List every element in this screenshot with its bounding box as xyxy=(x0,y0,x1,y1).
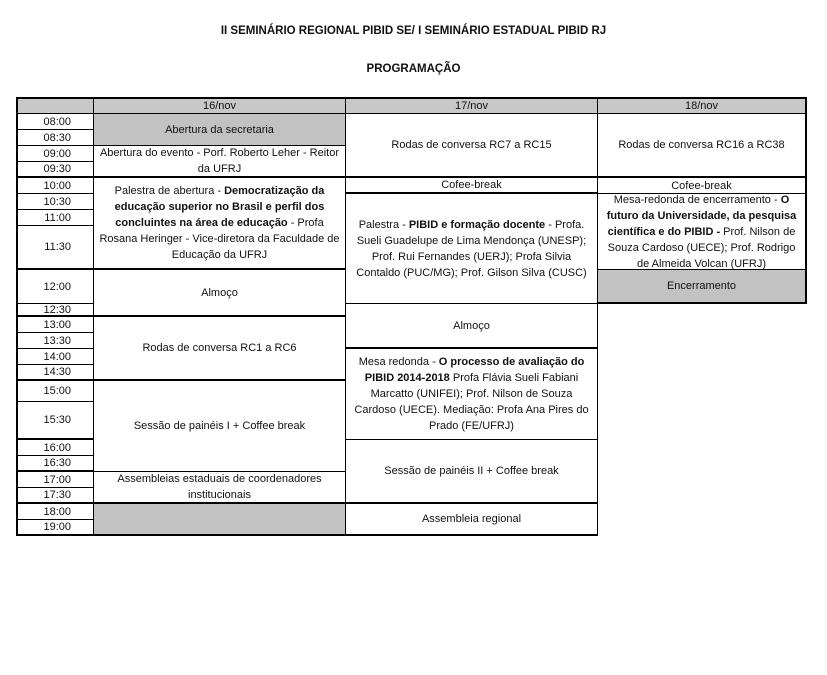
day-header-18: 18/nov xyxy=(597,97,807,114)
time-cell: 12:30 xyxy=(16,303,94,317)
day1-rodas-conversa: Rodas de conversa RC1 a RC6 xyxy=(93,316,346,381)
day1-almoco: Almoço xyxy=(93,269,346,317)
day2-coffee-break: Cofee-break xyxy=(345,177,598,194)
day1-abertura-secretaria: Abertura da secretaria xyxy=(93,113,346,146)
time-cell: 11:00 xyxy=(16,209,94,226)
day2-assembleia-regional: Assembleia regional xyxy=(345,503,598,536)
day3-coffee-break: Cofee-break xyxy=(597,177,807,194)
time-cell: 11:30 xyxy=(16,225,94,270)
day-header-16: 16/nov xyxy=(93,97,346,114)
day3-encerramento: Encerramento xyxy=(597,269,807,304)
day3-rodas-conversa: Rodas de conversa RC16 a RC38 xyxy=(597,113,807,178)
time-cell: 09:00 xyxy=(16,145,94,162)
time-cell: 09:30 xyxy=(16,161,94,178)
time-cell: 08:00 xyxy=(16,113,94,130)
day1-abertura-evento: Abertura do evento - Porf. Roberto Leher - Reitor da UFRJ xyxy=(93,145,346,178)
day2-mesa-redonda: Mesa redonda - O processo de avaliação do PIBID 2014-2018 Profa Flávia Sueli Fabiani Marcatto (UNIFEI); Prof. Nilson de Souza Cardoso (UECE). Mediação: Profa Ana Pires do Prado (FE/UFRJ) xyxy=(345,348,598,440)
time-cell: 17:00 xyxy=(16,471,94,488)
day3-mesa-encerramento: Mesa-redonda de encerramento - O futuro da Universidade, da pesquisa científica e do PIBID - Prof. Nilson de Souza Cardoso (UECE); Prof. Rodrigo de Almeida Volcan (UFRJ) xyxy=(597,193,807,270)
time-cell: 10:30 xyxy=(16,193,94,210)
schedule-table xyxy=(16,97,806,544)
day1-empty-evening xyxy=(93,503,346,536)
time-cell: 16:00 xyxy=(16,439,94,456)
time-cell: 15:30 xyxy=(16,401,94,440)
time-cell: 17:30 xyxy=(16,487,94,504)
day2-palestra-pibid: Palestra - PIBID e formação docente - Profa. Sueli Guadelupe de Lima Mendonça (UNESP); Prof. Rui Fernandes (UERJ); Profa Silvia Contaldo (PUC/MG); Prof. Gilson Silva (CUSC) xyxy=(345,193,598,304)
day1-sessao-paineis: Sessão de painéis I + Coffee break xyxy=(93,380,346,472)
time-cell: 13:30 xyxy=(16,332,94,349)
time-cell: 18:00 xyxy=(16,503,94,520)
time-cell: 13:00 xyxy=(16,316,94,333)
header-empty-cell xyxy=(16,97,94,114)
time-cell: 14:30 xyxy=(16,364,94,381)
page-title: II SEMINÁRIO REGIONAL PIBID SE/ I SEMINÁRIO ESTADUAL PIBID RJ xyxy=(220,25,607,37)
day2-sessao-paineis: Sessão de painéis II + Coffee break xyxy=(345,439,598,504)
time-cell: 14:00 xyxy=(16,348,94,365)
day2-rodas-conversa: Rodas de conversa RC7 a RC15 xyxy=(345,113,598,178)
time-cell: 15:00 xyxy=(16,380,94,402)
time-cell: 10:00 xyxy=(16,177,94,194)
time-cell: 12:00 xyxy=(16,269,94,304)
day2-almoco: Almoço xyxy=(345,303,598,349)
day1-palestra-abertura: Palestra de abertura - Democratização da educação superior no Brasil e perfil dos concluintes na área de educação - Profa Rosana Heringer - Vice-diretora da Faculdade de Educação da UFRJ xyxy=(93,177,346,270)
time-cell: 19:00 xyxy=(16,519,94,536)
page-subtitle: PROGRAMAÇÃO xyxy=(366,63,461,75)
time-cell: 08:30 xyxy=(16,129,94,146)
time-cell: 16:30 xyxy=(16,455,94,472)
day-header-17: 17/nov xyxy=(345,97,598,114)
day1-assembleias-estaduais: Assembleias estaduais de coordenadores institucionais xyxy=(93,471,346,504)
